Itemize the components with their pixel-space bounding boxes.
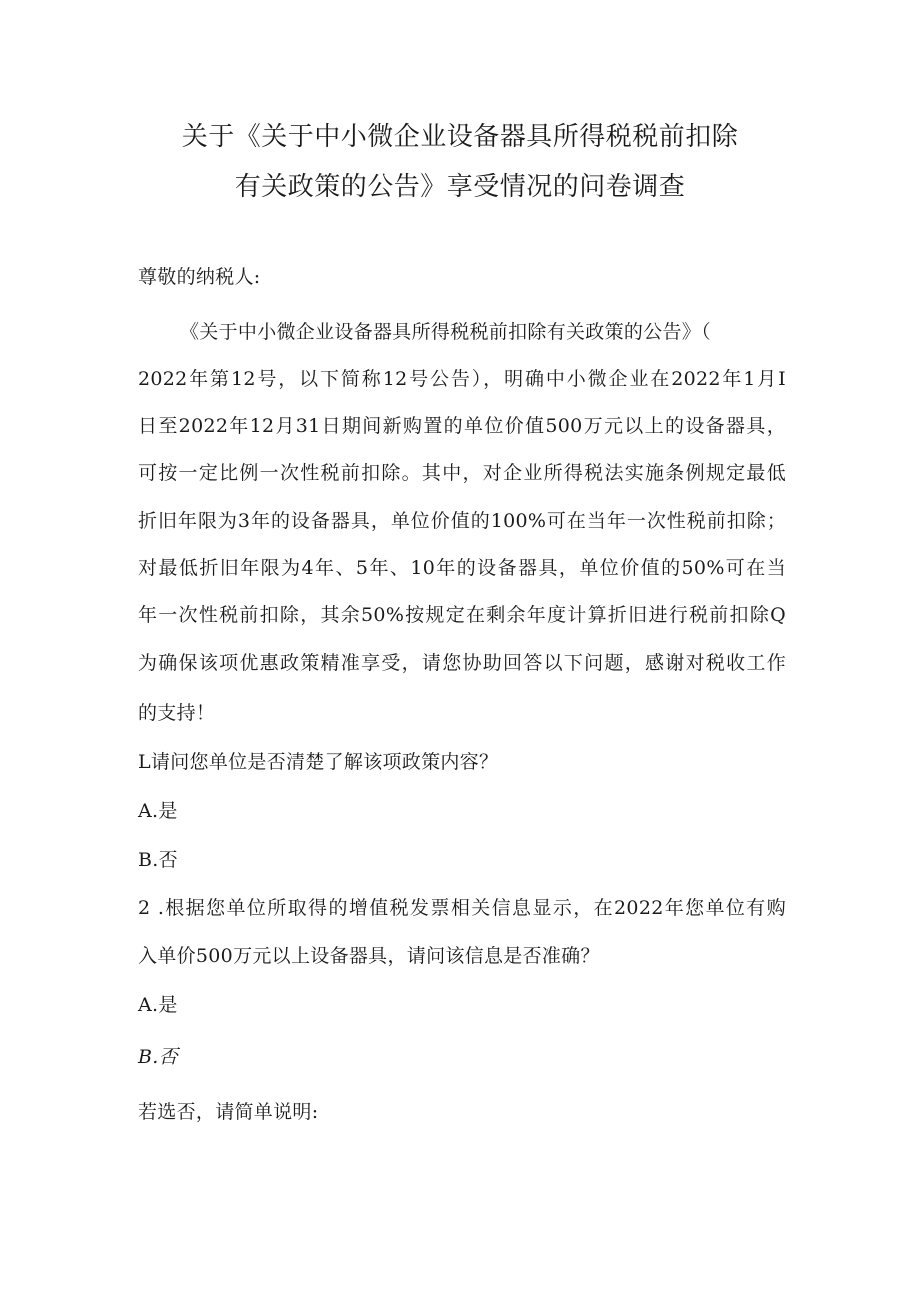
question-2-text: 2 .根据您单位所取得的增值税发票相关信息显示，在2022年您单位有购: [138, 897, 786, 919]
intro-line: 可按一定比例一次性税前扣除。其中，对企业所得税法实施条例规定最低: [138, 462, 786, 484]
intro-line: 为确保该项优惠政策精准享受，请您协助回答以下问题，感谢对税收工作: [138, 652, 786, 674]
intro-line: 2022年第12号，以下简称12号公告），明确中小微企业在2022年1月I: [138, 368, 786, 390]
intro-line: 对最低折旧年限为4年、5年、10年的设备器具，单位价值的50%可在当: [138, 557, 786, 579]
greeting: 尊敬的纳税人:: [138, 266, 261, 288]
intro-line: 折旧年限为3年的设备器具，单位价值的100%可在当年一次性税前扣除；: [138, 510, 786, 532]
question-1-option-a[interactable]: A.是: [138, 800, 178, 822]
intro-line: 日至2022年12月31日期间新购置的单位价值500万元以上的设备器具，: [138, 415, 786, 437]
question-1-text: L请问您单位是否清楚了解该项政策内容？: [138, 751, 499, 773]
question-1-option-b[interactable]: B.否: [138, 849, 178, 871]
document-title-line-1: 关于《关于中小微企业设备器具所得税税前扣除: [181, 122, 739, 152]
intro-line: 《关于中小微企业设备器具所得税税前扣除有关政策的公告》（: [180, 321, 711, 343]
question-2-followup-prompt: 若选否，请简单说明:: [138, 1101, 319, 1123]
intro-line: 年一次性税前扣除，其余50%按规定在剩余年度计算折旧进行税前扣除Q: [138, 604, 786, 626]
question-2-text-cont: 入单价500万元以上设备器具，请问该信息是否准确？: [138, 945, 600, 967]
intro-line: 的支持！: [138, 702, 216, 724]
question-2-option-a[interactable]: A.是: [138, 994, 178, 1016]
question-2-option-b[interactable]: B.否: [138, 1046, 178, 1068]
document-title-line-2: 有关政策的公告》享受情况的问卷调查: [234, 172, 686, 202]
